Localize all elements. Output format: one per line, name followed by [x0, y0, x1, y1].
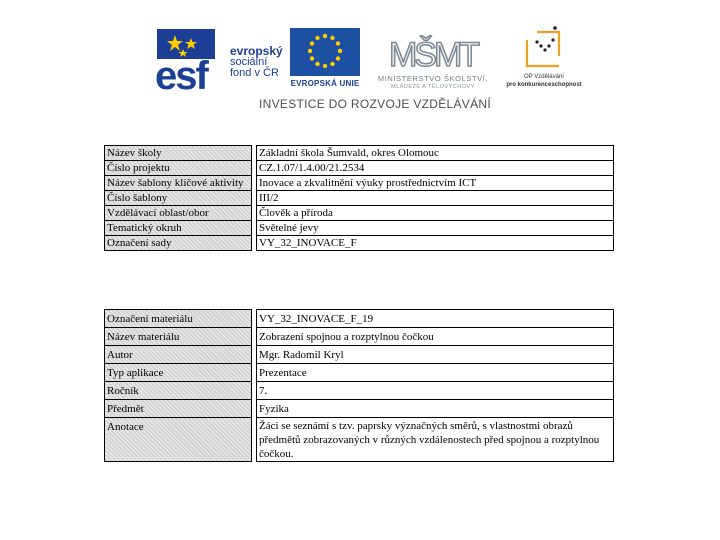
table-row — [105, 176, 614, 191]
row-label: Tematický okruh — [105, 221, 252, 236]
op-logo — [497, 22, 591, 94]
row-label: Označení materiálu — [105, 310, 252, 328]
row-label: Číslo šablony — [105, 191, 252, 206]
eu-logo — [288, 26, 362, 94]
row-value: Fyzika — [257, 400, 614, 418]
table-row — [105, 364, 614, 382]
row-label: Označení sady — [105, 236, 252, 251]
table-row — [105, 346, 614, 364]
row-value: VY_32_INOVACE_F — [257, 236, 614, 251]
row-value: CZ.1.07/1.4.00/21.2534 — [257, 161, 614, 176]
row-label: Číslo projektu — [105, 161, 252, 176]
row-value: 7. — [257, 382, 614, 400]
row-label: Název materiálu — [105, 328, 252, 346]
row-label: Ročník — [105, 382, 252, 400]
row-label: Vzdělávací oblast/obor — [105, 206, 252, 221]
row-label: Typ aplikace — [105, 364, 252, 382]
material-info-table — [104, 309, 614, 462]
row-label: Název šablony klíčové aktivity — [105, 176, 252, 191]
table-row — [105, 400, 614, 418]
table-row — [105, 328, 614, 346]
tagline: INVESTICE DO ROZVOJE VZDĚLÁVÁNÍ — [259, 97, 492, 111]
table-row — [105, 236, 614, 251]
eu-flag-icon — [288, 26, 362, 78]
esf-letters: esf — [155, 54, 207, 92]
row-value: Zobrazení spojnou a rozptylnou čočkou — [257, 328, 614, 346]
eu-label: EVROPSKÁ UNIE — [290, 79, 360, 88]
row-value: Prezentace — [257, 364, 614, 382]
row-value: III/2 — [257, 191, 614, 206]
esf-line-2: sociální — [230, 56, 268, 68]
table-row — [105, 191, 614, 206]
row-label: Anotace — [105, 418, 252, 462]
op-line-2: pro konkurenceschopnost — [506, 82, 582, 88]
row-label: Autor — [105, 346, 252, 364]
row-label: Předmět — [105, 400, 252, 418]
school-info-table — [104, 145, 614, 251]
msmt-logo — [368, 24, 498, 94]
msmt-letters: MŠMT — [388, 36, 478, 74]
table-row — [105, 206, 614, 221]
msmt-line-1: MINISTERSTVO ŠKOLSTVÍ, — [377, 74, 489, 83]
msmt-logo-mark — [368, 24, 498, 74]
row-value: Žáci se seznámí s tzv. paprsky význačných směrů, s vlastnostmi obrazů předmětů zobrazovaných v různých vzdálenostech před spojnou a rozptylnou čočkou. — [257, 418, 614, 462]
msmt-line-2: MLÁDEŽE A TĚLOVÝCHOVY — [391, 84, 475, 90]
table-row — [105, 310, 614, 328]
esf-logo-text — [230, 46, 283, 79]
row-value: Inovace a zkvalitnění výuky prostřednictvím ICT — [257, 176, 614, 191]
row-value: Světelné jevy — [257, 221, 614, 236]
row-value: Mgr. Radomil Kryl — [257, 346, 614, 364]
esf-line-1: evropský — [230, 44, 283, 58]
row-value: VY_32_INOVACE_F_19 — [257, 310, 614, 328]
table-row — [105, 161, 614, 176]
op-logo-mark — [497, 22, 591, 72]
row-label: Název školy — [105, 146, 252, 161]
esf-logo — [153, 27, 283, 92]
row-value: Člověk a příroda — [257, 206, 614, 221]
row-value: Základní škola Šumvald, okres Olomouc — [257, 146, 614, 161]
op-line-1: OP Vzdělávání — [524, 74, 564, 80]
table-row — [105, 146, 614, 161]
table-row — [105, 221, 614, 236]
esf-line-3: fond v ČR — [230, 67, 279, 79]
esf-logo-mark — [153, 27, 227, 92]
table-row — [105, 418, 614, 462]
table-row — [105, 382, 614, 400]
logo-bar — [0, 0, 720, 120]
